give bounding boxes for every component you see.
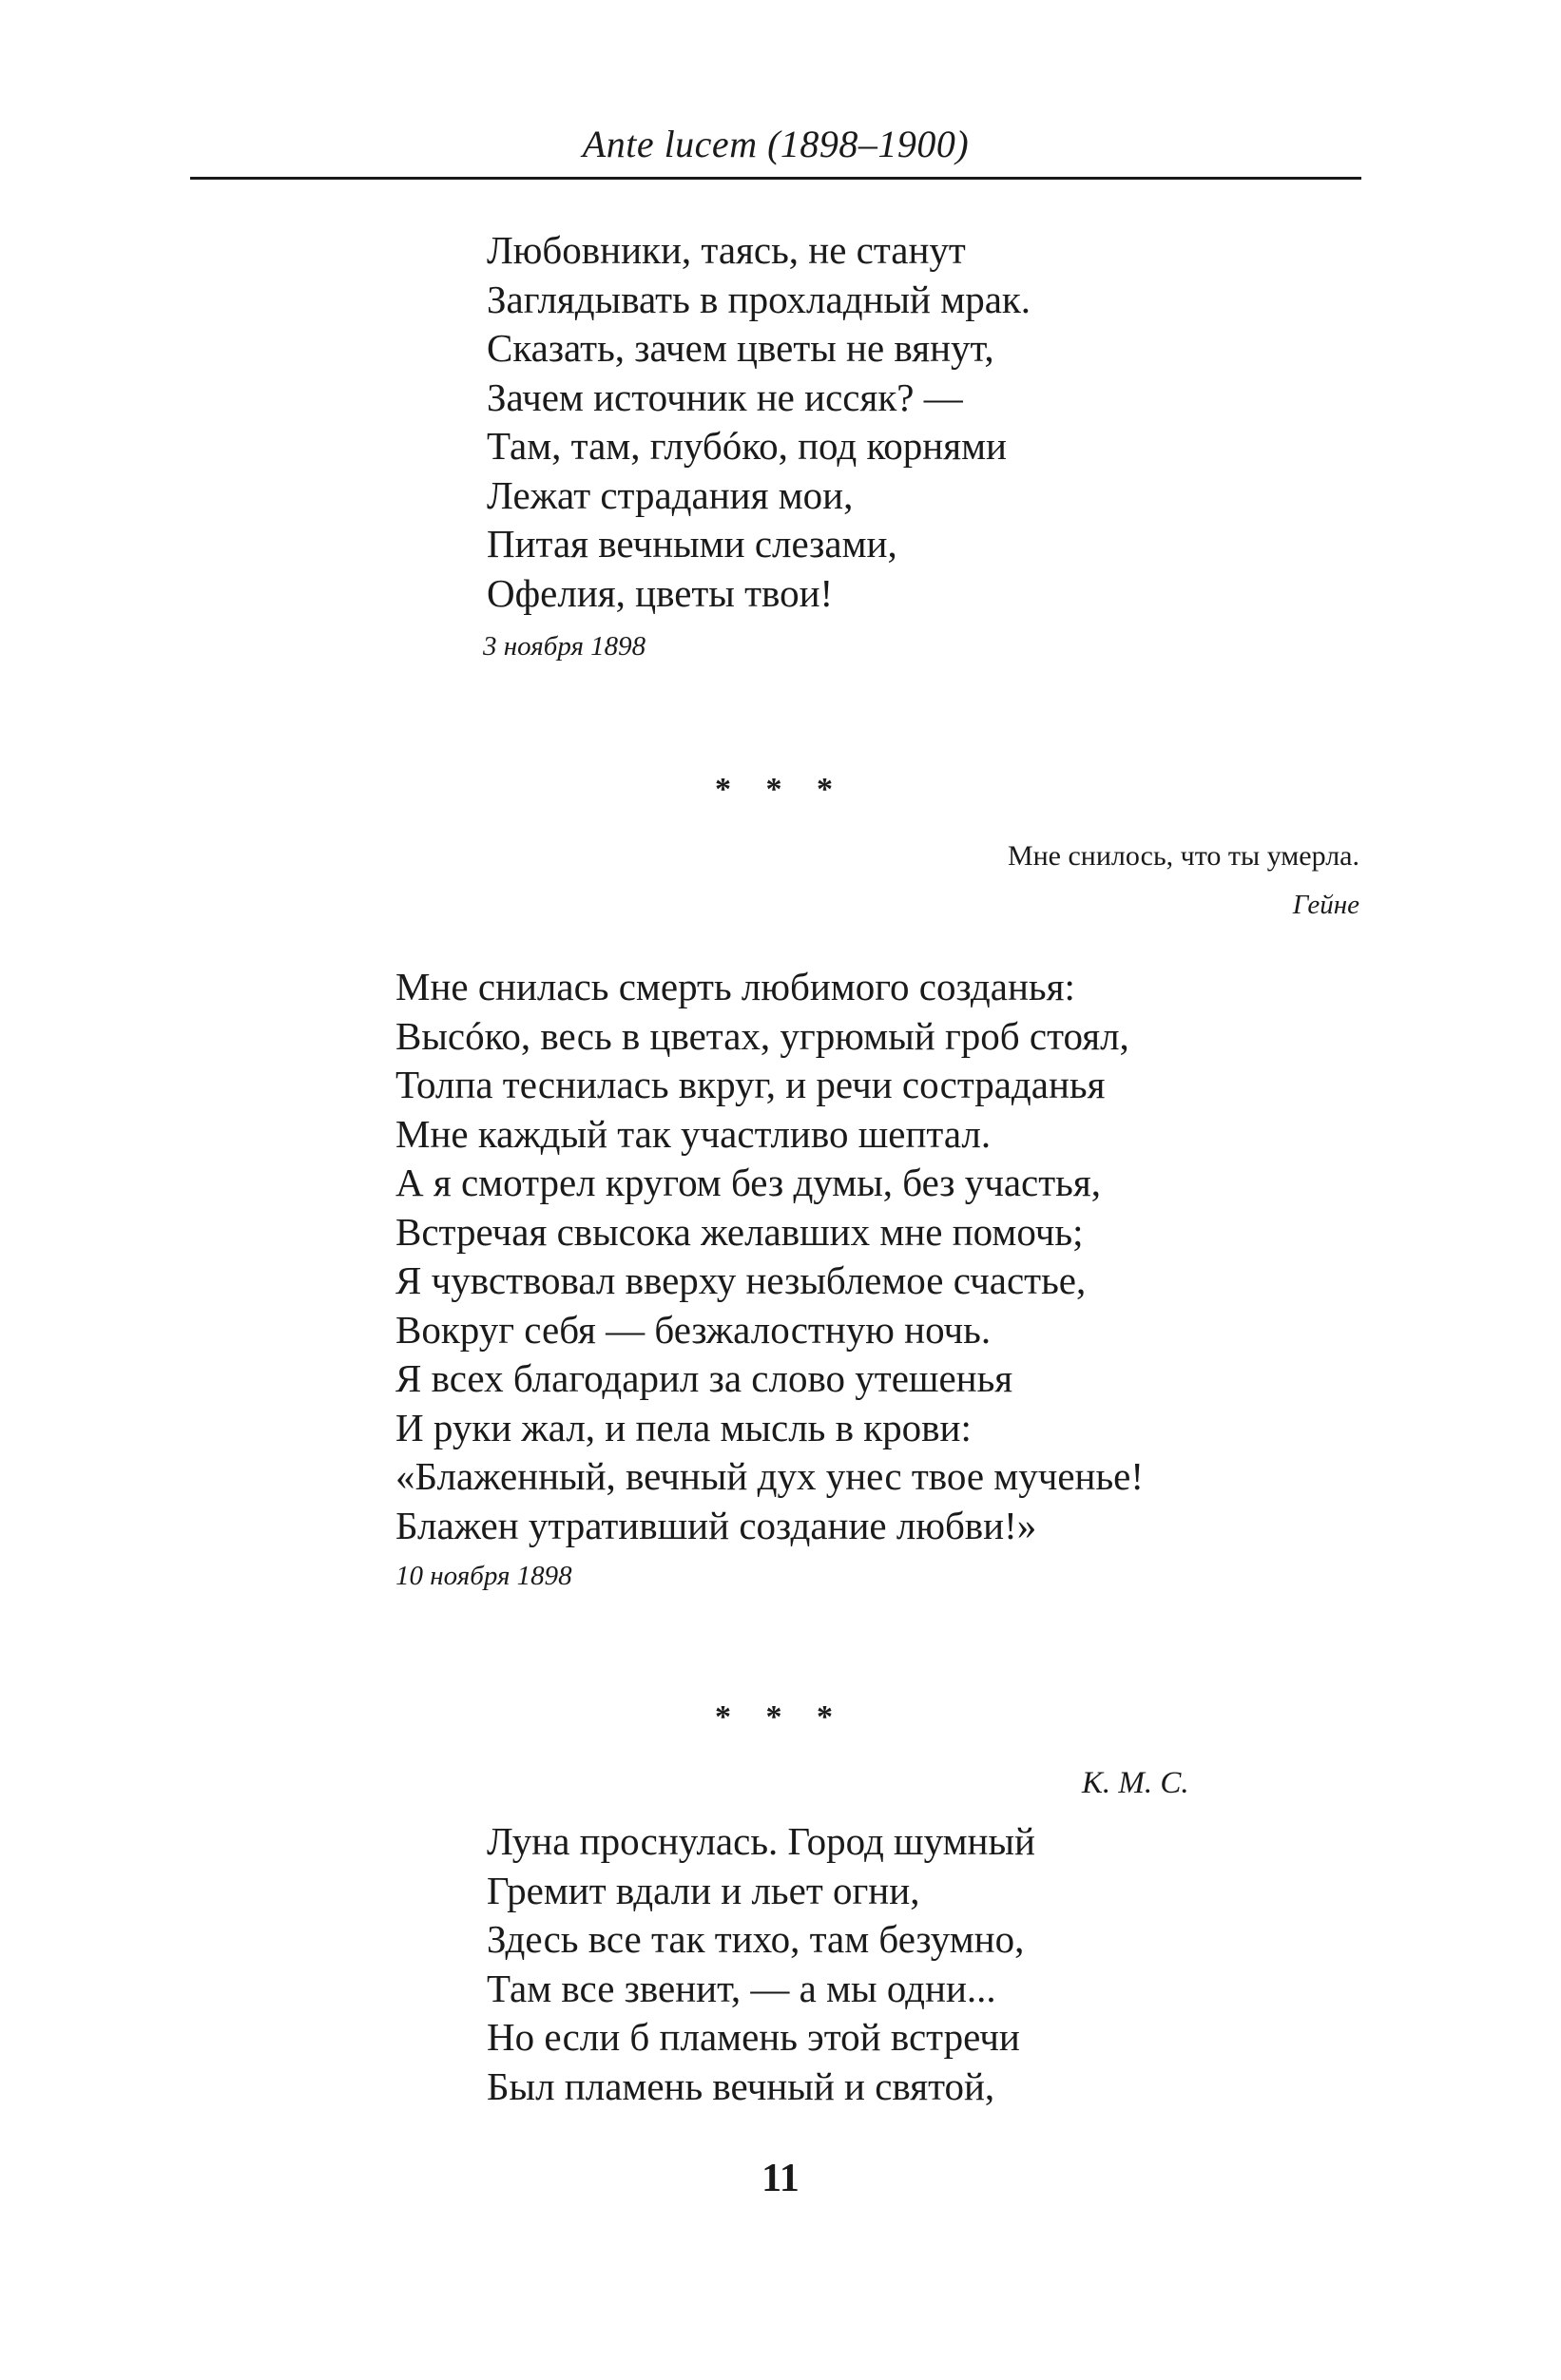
poem-1-date: 3 ноября 1898	[483, 631, 646, 662]
section-asterism: * * *	[715, 772, 846, 807]
poem-line: Зачем источник не иссяк? —	[487, 374, 963, 419]
dedication: К. М. С.	[1082, 1766, 1189, 1800]
poem-line: Но если б пламень этой встречи	[487, 2015, 1020, 2059]
epigraph-author: Гейне	[1292, 890, 1359, 920]
poem-line: Там, там, глубóко, под корнями	[487, 424, 1007, 468]
running-header: Ante lucem (1898–1900)	[582, 123, 970, 165]
poem-line: Питая вечными слезами,	[487, 522, 897, 566]
page-number: 11	[761, 2157, 800, 2200]
poem-line: Сказать, зачем цветы не вянут,	[487, 326, 994, 370]
poem-line: Блажен утративший создание любви!»	[395, 1503, 1037, 1547]
poem-line: А я смотрел кругом без думы, без участья,	[395, 1161, 1101, 1204]
poem-line: Заглядывать в прохладный мрак.	[487, 277, 1031, 321]
epigraph: Мне снилось, что ты умерла.	[1007, 840, 1359, 872]
poem-line: Любовники, таясь, не станут	[487, 228, 966, 272]
poem-line: Вокруг себя — безжалостную ночь.	[395, 1307, 992, 1352]
poem-line: Встречая свысока желавших мне помочь;	[395, 1209, 1084, 1254]
poem-line: Там все звенит, — а мы одни...	[487, 1966, 996, 2010]
poem-line: «Блаженный, вечный дух унес твое мученье!	[395, 1454, 1145, 1498]
section-asterism: * * *	[715, 1699, 846, 1735]
poem-line: Высóко, весь в цветах, угрюмый гроб стоял,	[395, 1013, 1129, 1058]
poem-2-date: 10 ноября 1898	[395, 1561, 572, 1591]
poem-3-stanza	[487, 1817, 1035, 2111]
poem-2-stanza	[395, 963, 1144, 1550]
header-rule	[190, 177, 1361, 180]
poem-line: И руки жал, и пела мысль в крови:	[395, 1405, 972, 1449]
poem-line: Я всех благодарил за слово утешенья	[395, 1356, 1013, 1400]
poem-line: Мне каждый так участливо шептал.	[395, 1111, 992, 1156]
poem-line: Мне снилась смерть любимого созданья:	[395, 965, 1075, 1008]
poem-1-stanza	[487, 226, 1031, 618]
poem-line: Толпа теснилась вкруг, и речи состраданья	[395, 1063, 1106, 1106]
poem-line: Был пламень вечный и святой,	[487, 2063, 995, 2108]
poem-line: Я чувствовал вверху незыблемое счастье,	[395, 1258, 1087, 1302]
poem-line: Гремит вдали и льет огни,	[487, 1868, 920, 1912]
poem-line: Лежат страдания мои,	[487, 472, 854, 517]
poem-line: Здесь все так тихо, там безумно,	[487, 1917, 1025, 1961]
poem-line: Луна проснулась. Город шумный	[487, 1819, 1035, 1863]
poem-line: Офелия, цветы твои!	[487, 570, 834, 615]
